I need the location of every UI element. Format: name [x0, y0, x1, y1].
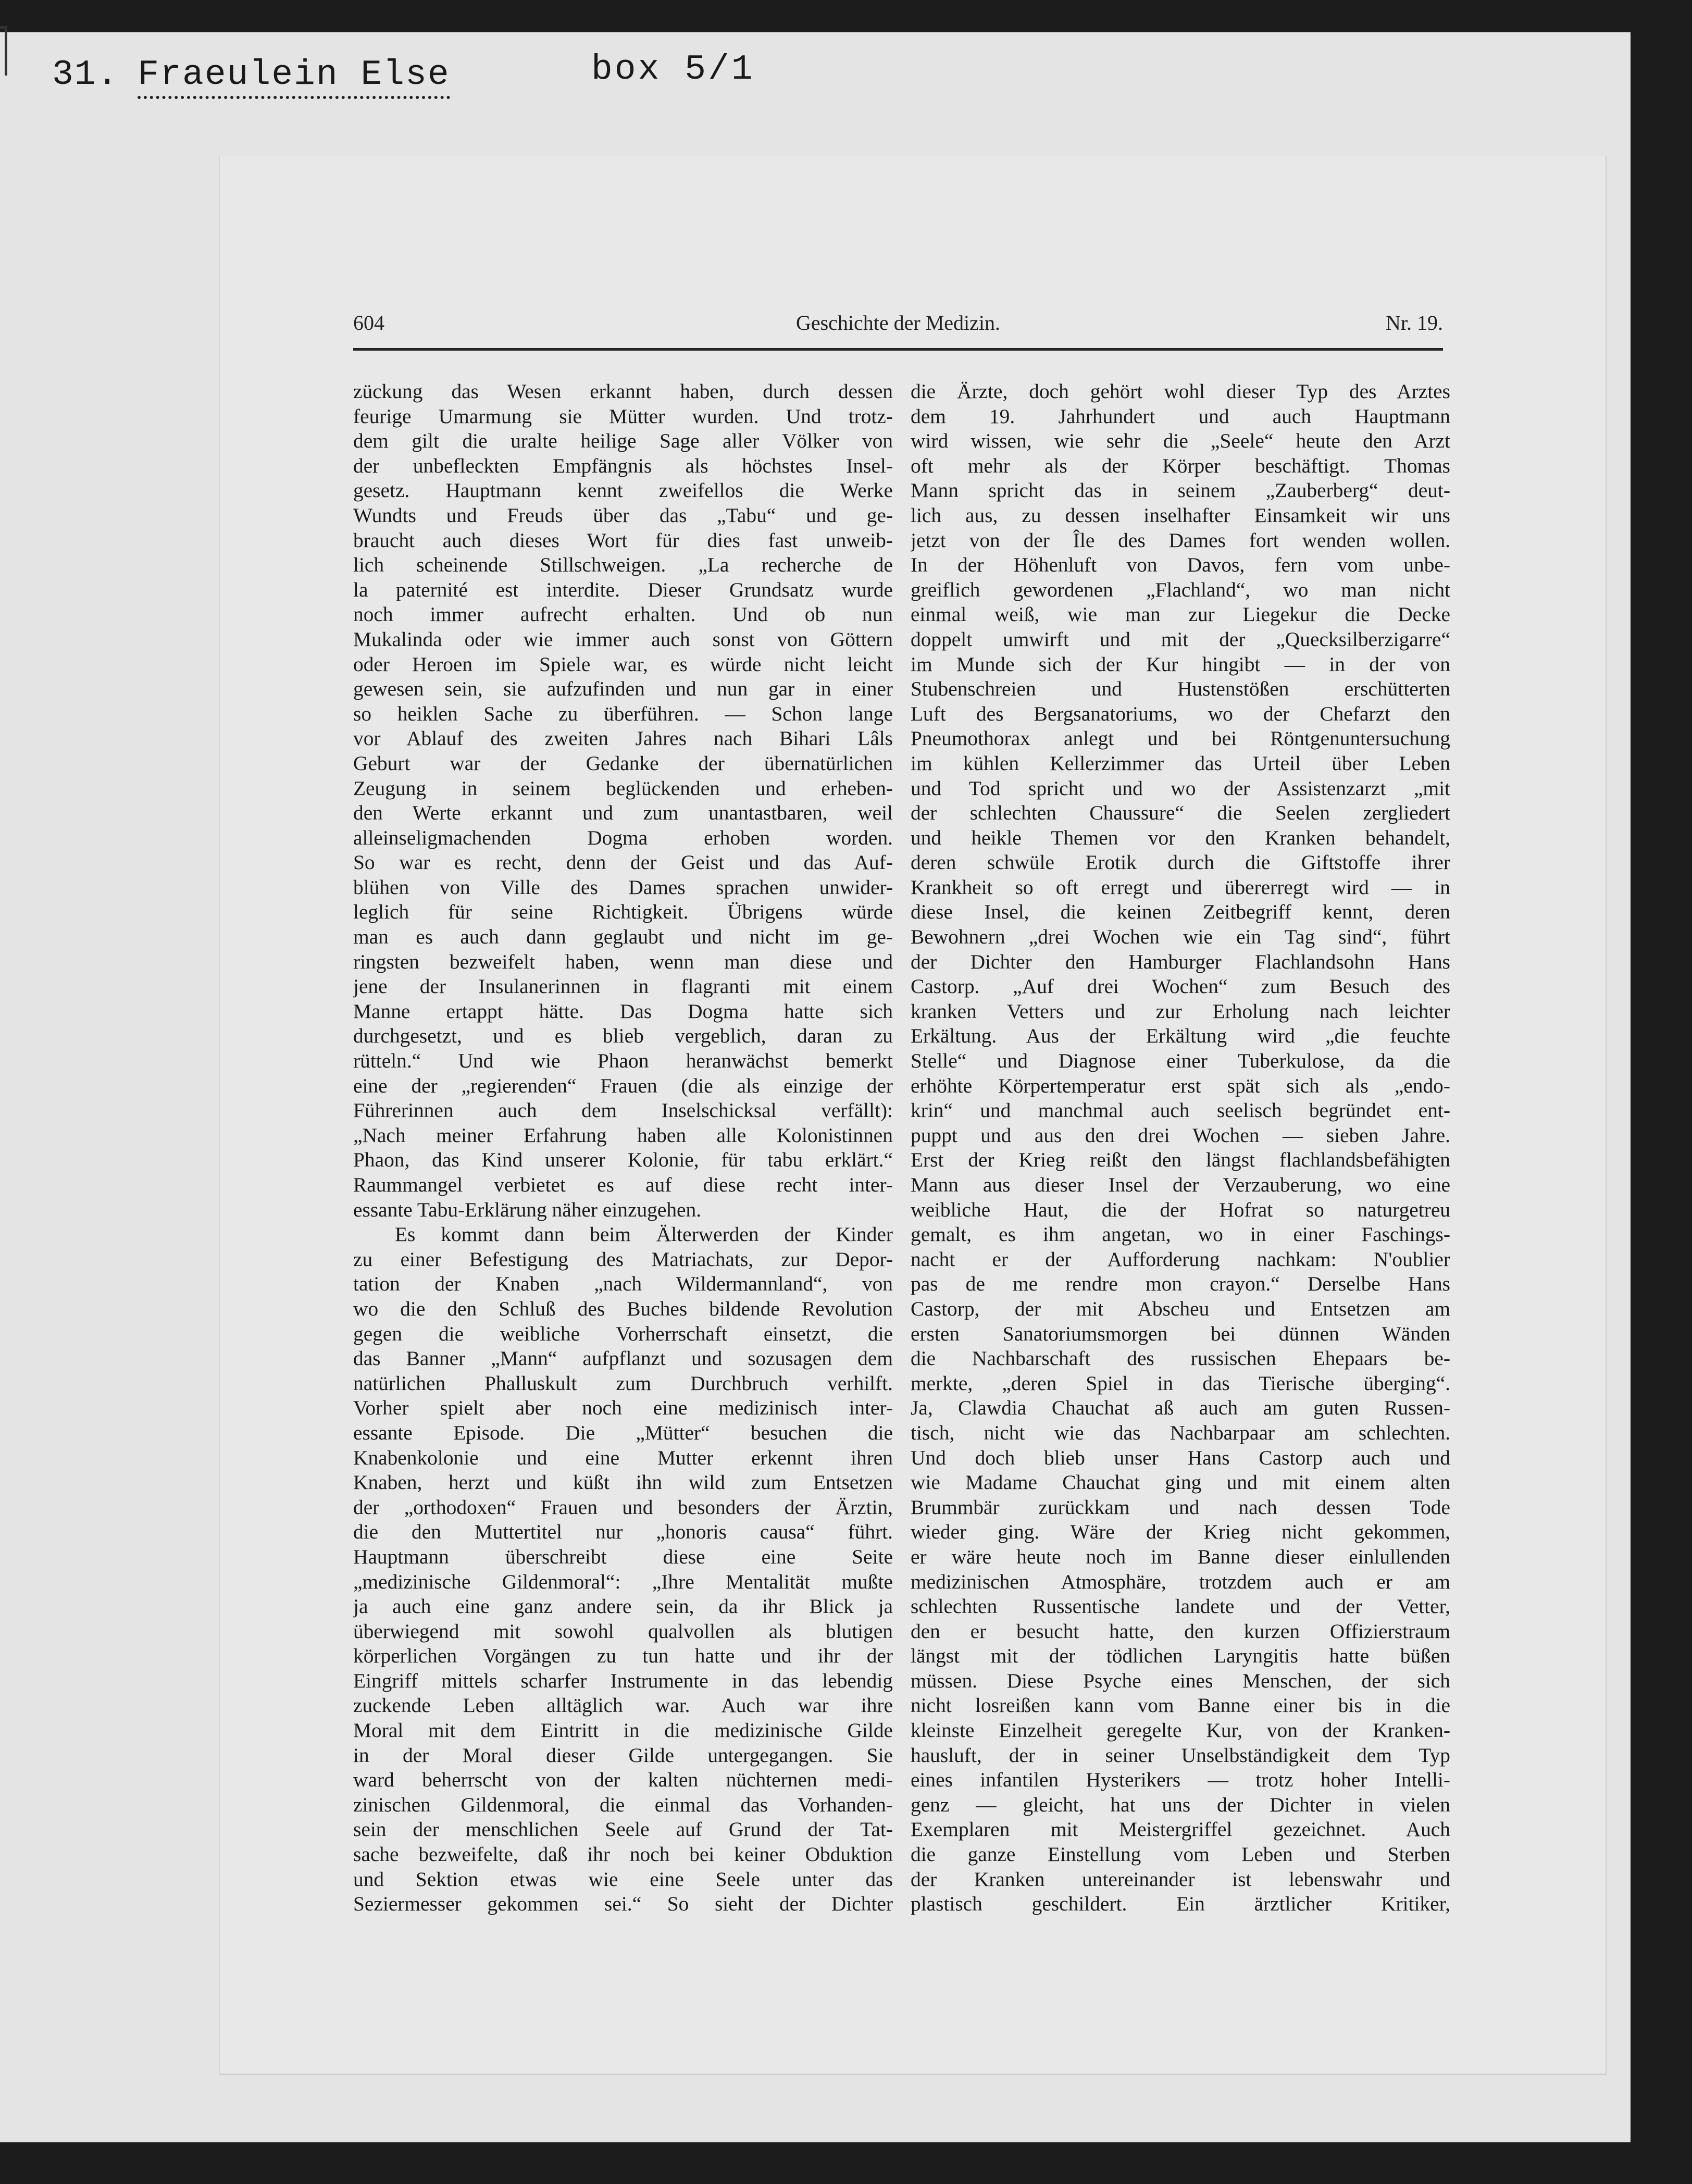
text-line: Luft des Bergsanatoriums, wo der Chefarzt den	[911, 702, 1450, 725]
text-line: Es kommt dann beim Älterwerden der Kinder	[395, 1223, 893, 1246]
text-line: jetzt von der Île des Dames fort wenden wollen.	[911, 528, 1450, 552]
text-line: zuckende Leben alltäglich war. Auch war ihre	[353, 1694, 893, 1717]
text-line: körperlichen Vorgängen zu tun hatte und ihr der	[353, 1644, 893, 1668]
text-line: so heiklen Sache zu überführen. — Schon lange	[353, 702, 893, 725]
text-line: Pneumothorax anlegt und bei Röntgenuntersuchung	[911, 727, 1450, 750]
text-line: das Banner „Mann“ aufpflanzt und sozusagen dem	[353, 1347, 893, 1370]
text-line: Führerinnen auch dem Inselschicksal verfällt):	[353, 1099, 893, 1122]
text-line: feurige Umarmung sie Mütter wurden. Und trotz-	[353, 404, 893, 428]
text-line: Erkältung. Aus der Erkältung wird „die feuchte	[911, 1024, 1450, 1048]
text-line: durchgesetzt, und es blieb vergeblich, daran zu	[353, 1024, 893, 1048]
text-line: lich scheinende Stillschweigen. „La recherche de	[353, 553, 893, 577]
text-line: nicht losreißen kann vom Banne einer bis in die	[911, 1694, 1450, 1717]
text-line: im Munde sich der Kur hingibt — in der von	[911, 652, 1450, 676]
text-line: kleinste Einzelheit geregelte Kur, von der Kranken-	[911, 1719, 1450, 1742]
text-line: einmal weiß, wie man zur Liegekur die Decke	[911, 603, 1450, 626]
text-line: noch immer aufrecht erhalten. Und ob nun	[353, 603, 893, 626]
text-line: Knabenkolonie und eine Mutter erkennt ihren	[353, 1446, 893, 1469]
text-line: rütteln.“ Und wie Phaon heranwächst bemerkt	[353, 1049, 893, 1073]
text-line: Phaon, das Kind unserer Kolonie, für tabu erklärt.“	[353, 1148, 893, 1172]
text-line: Castorp, der mit Abscheu und Entsetzen am	[911, 1297, 1450, 1320]
text-line: und Sektion etwas wie eine Seele unter das	[353, 1867, 893, 1891]
text-line: In der Höhenluft von Davos, fern vom unbe-	[911, 553, 1450, 577]
text-line: dem gilt die uralte heilige Sage aller Völker von	[353, 429, 893, 453]
text-line: Raummangel verbietet es auf diese recht inter-	[353, 1173, 893, 1196]
text-line: Brummbär zurückkam und nach dessen Tode	[911, 1495, 1450, 1519]
text-line: zinischen Gildenmoral, die einmal das Vorhanden-	[353, 1793, 893, 1816]
text-line: alleinseligmachenden Dogma erhoben worden.	[353, 826, 893, 849]
text-line: Mann spricht das in seinem „Zauberberg“ deut-	[911, 479, 1450, 502]
text-line: doppelt umwirft und mit der „Quecksilberzigarre“	[911, 627, 1450, 651]
text-line: Knaben, herzt und küßt ihn wild zum Entsetzen	[353, 1471, 893, 1494]
text-line: la paternité est interdite. Dieser Grundsatz wurde	[353, 578, 893, 601]
text-line: braucht auch dieses Wort für dies fast unweib-	[353, 528, 893, 552]
text-line: pas de me rendre mon crayon.“ Derselbe Hans	[911, 1272, 1450, 1296]
header-rule	[353, 348, 1443, 351]
text-line: im kühlen Kellerzimmer das Urteil über Leben	[911, 751, 1450, 775]
text-line: Stubenschreien und Hustenstößen erschütterten	[911, 677, 1450, 701]
text-line: merkte, „deren Spiel in das Tierische überging“.	[911, 1371, 1450, 1395]
text-line: tation der Knaben „nach Wildermannland“, von	[353, 1272, 893, 1296]
card-box-reference: box 5/1	[591, 49, 755, 90]
text-line: der schlechten Chaussure“ die Seelen zergliedert	[911, 801, 1450, 825]
text-line: zu einer Befestigung des Matriachats, zur Depor-	[353, 1247, 893, 1271]
text-line: gesetz. Hauptmann kennt zweifellos die Werke	[353, 479, 893, 502]
text-line: tisch, nicht wie das Nachbarpaar am schlechten.	[911, 1421, 1450, 1444]
text-line: der Dichter den Hamburger Flachlandsohn Hans	[911, 950, 1450, 973]
issue-number: Nr. 19.	[1386, 311, 1443, 334]
text-line: Bewohnern „drei Wochen wie ein Tag sind“, führt	[911, 925, 1450, 949]
text-line: Geburt war der Gedanke der übernatürlichen	[353, 751, 893, 775]
text-line: der „orthodoxen“ Frauen und besonders der Ärztin,	[353, 1495, 893, 1519]
text-line: Mann aus dieser Insel der Verzauberung, wo eine	[911, 1173, 1450, 1196]
text-line: längst mit der tödlichen Laryngitis hatte büßen	[911, 1644, 1450, 1668]
text-line: Exemplaren mit Meistergriffel gezeichnet. Auch	[911, 1818, 1450, 1841]
text-line: die Ärzte, doch gehört wohl dieser Typ des Arztes	[911, 380, 1450, 403]
text-line: sache bezweifelte, daß ihr noch bei keiner Obduktion	[353, 1843, 893, 1866]
text-line: essante Tabu-Erklärung näher einzugehen.	[353, 1198, 702, 1221]
text-line: ward beherrscht von der kalten nüchternen medi-	[353, 1768, 893, 1792]
text-line: zückung das Wesen erkannt haben, durch dessen	[353, 380, 893, 403]
text-line: Eingriff mittels scharfer Instrumente in das lebendig	[353, 1669, 893, 1692]
text-line: gewesen sein, sie aufzufinden und nun gar in einer	[353, 677, 893, 701]
text-line: der Kranken untereinander ist lebenswahr und	[911, 1867, 1450, 1891]
text-line: Hauptmann überschreibt diese eine Seite	[353, 1545, 893, 1568]
text-line: Moral mit dem Eintritt in die medizinische Gilde	[353, 1719, 893, 1742]
text-line: den er besucht hatte, den kurzen Offizierstraum	[911, 1619, 1450, 1643]
journal-title: Geschichte der Medizin.	[795, 311, 1001, 334]
text-line: die den Muttertitel nur „honoris causa“ führt.	[353, 1520, 893, 1544]
text-line: oft mehr als der Körper beschäftigt. Thomas	[911, 454, 1450, 477]
text-line: dem 19. Jahrhundert und auch Hauptmann	[911, 404, 1450, 428]
text-line: wieder ging. Wäre der Krieg nicht gekommen,	[911, 1520, 1450, 1544]
text-line: jene der Insulanerinnen in flagranti mit einem	[353, 975, 893, 998]
text-line: natürlichen Phalluskult zum Durchbruch verhilft.	[353, 1371, 893, 1395]
text-line: müssen. Diese Psyche eines Menschen, der sich	[911, 1669, 1450, 1692]
text-line: hausluft, der in seiner Unselbständigkeit dem Typ	[911, 1743, 1450, 1767]
text-line: er wäre heute noch im Banne dieser einlullenden	[911, 1545, 1450, 1568]
text-line: „Nach meiner Erfahrung haben alle Kolonistinnen	[353, 1123, 893, 1147]
text-line: die Nachbarschaft des russischen Ehepaars be-	[911, 1347, 1450, 1370]
text-line: weibliche Haut, die der Hofrat so naturgetreu	[911, 1198, 1450, 1221]
text-line: Krankheit so oft erregt und übererregt wird — in	[911, 875, 1450, 899]
text-line: genz — gleicht, hat uns der Dichter in vielen	[911, 1793, 1450, 1816]
text-line: gegen die weibliche Vorherrschaft einsetzt, die	[353, 1322, 893, 1345]
text-line: Ja, Clawdia Chauchat aß auch am guten Russen-	[911, 1396, 1450, 1420]
text-line: und heikle Themen vor den Kranken behandelt,	[911, 826, 1450, 849]
text-line: nacht er der Aufforderung nachkam: N'oublier	[911, 1247, 1450, 1271]
text-line: Und doch blieb unser Hans Castorp auch und	[911, 1446, 1450, 1469]
text-line: greiflich gewordenen „Flachland“, wo man nicht	[911, 578, 1450, 601]
text-line: eines infantilen Hysterikers — trotz hoher Intelli-	[911, 1768, 1450, 1792]
text-line: medizinischen Atmosphäre, trotzdem auch er am	[911, 1570, 1450, 1593]
right-text-column	[911, 379, 1450, 1917]
text-line: und Tod spricht und wo der Assistenzarzt „mit	[911, 776, 1450, 800]
card-number: 31.	[52, 55, 119, 95]
text-line: der unbefleckten Empfängnis als höchstes Insel-	[353, 454, 893, 477]
text-line: wie Madame Chauchat ging und mit einem alten	[911, 1471, 1450, 1494]
text-line: Mukalinda oder wie immer auch sonst von Göttern	[353, 627, 893, 651]
text-line: Erst der Krieg reißt den längst flachlandsbefähigten	[911, 1148, 1450, 1172]
text-line: „medizinische Gildenmoral“: „Ihre Mentalität mußte	[353, 1570, 893, 1593]
running-head	[353, 311, 1443, 342]
text-line: den Werte erkannt und zum unantastbaren, weil	[353, 801, 893, 825]
text-line: die ganze Einstellung vom Leben und Sterben	[911, 1843, 1450, 1866]
archive-card-label	[52, 55, 450, 95]
text-line: kranken Vetters und zur Erholung nach leichter	[911, 999, 1450, 1023]
text-line: Manne ertappt hätte. Das Dogma hatte sich	[353, 999, 893, 1023]
text-line: Seziermesser gekommen sei.“ So sieht der Dichter	[353, 1892, 893, 1916]
page-number: 604	[353, 311, 384, 334]
text-line: Stelle“ und Diagnose einer Tuberkulose, da die	[911, 1049, 1450, 1073]
text-line: diese Insel, die keinen Zeitbegriff kennt, deren	[911, 900, 1450, 924]
text-line: wird wissen, wie sehr die „Seele“ heute den Arzt	[911, 429, 1450, 453]
text-line: Castorp. „Auf drei Wochen“ zum Besuch des	[911, 975, 1450, 998]
card-title: Fraeulein Else	[138, 55, 450, 99]
text-line: essante Episode. Die „Mütter“ besuchen die	[353, 1421, 893, 1444]
text-line: Vorher spielt aber noch eine medizinisch inter-	[353, 1396, 893, 1420]
corner-bracket-mark	[0, 26, 7, 76]
text-line: erhöhte Körpertemperatur erst spät sich als „endo-	[911, 1074, 1450, 1097]
text-line: Zeugung in seinem beglückenden und erheben-	[353, 776, 893, 800]
text-line: ersten Sanatoriumsmorgen bei dünnen Wänden	[911, 1322, 1450, 1345]
text-line: lich aus, zu dessen inselhafter Einsamkeit wir uns	[911, 503, 1450, 527]
text-line: überwiegend mit sowohl qualvollen als blutigen	[353, 1619, 893, 1643]
text-line: ja auch eine ganz andere sein, da ihr Blick ja	[353, 1595, 893, 1618]
text-line: krin“ und manchmal auch seelisch begründet ent-	[911, 1099, 1450, 1122]
text-line: man es auch dann geglaubt und nicht im ge-	[353, 925, 893, 949]
text-line: puppt und aus den drei Wochen — sieben Jahre.	[911, 1123, 1450, 1147]
text-line: Wundts und Freuds über das „Tabu“ und ge-	[353, 503, 893, 527]
text-line: deren schwüle Erotik durch die Giftstoffe ihrer	[911, 851, 1450, 874]
text-line: So war es recht, denn der Geist und das Auf-	[353, 851, 893, 874]
text-line: vor Ablauf des zweiten Jahres nach Bihari Lâls	[353, 727, 893, 750]
text-line: wo die den Schluß des Buches bildende Revolution	[353, 1297, 893, 1320]
left-text-column	[353, 379, 893, 1917]
text-line: blühen von Ville des Dames sprachen unwider-	[353, 875, 893, 899]
text-line: plastisch geschildert. Ein ärztlicher Kritiker,	[911, 1892, 1450, 1916]
text-line: sein der menschlichen Seele auf Grund der Tat-	[353, 1818, 893, 1841]
text-line: in der Moral dieser Gilde untergegangen. Sie	[353, 1743, 893, 1767]
text-line: oder Heroen im Spiele war, es würde nicht leicht	[353, 652, 893, 676]
text-line: schlechten Russentische landete und der Vetter,	[911, 1595, 1450, 1618]
text-line: gemalt, es ihm angetan, wo in einer Faschings-	[911, 1223, 1450, 1246]
text-line: eine der „regierenden“ Frauen (die als einzige der	[353, 1074, 893, 1097]
text-line: leglich für seine Richtigkeit. Übrigens würde	[353, 900, 893, 924]
text-line: ringsten bezweifelt haben, wenn man diese und	[353, 950, 893, 973]
